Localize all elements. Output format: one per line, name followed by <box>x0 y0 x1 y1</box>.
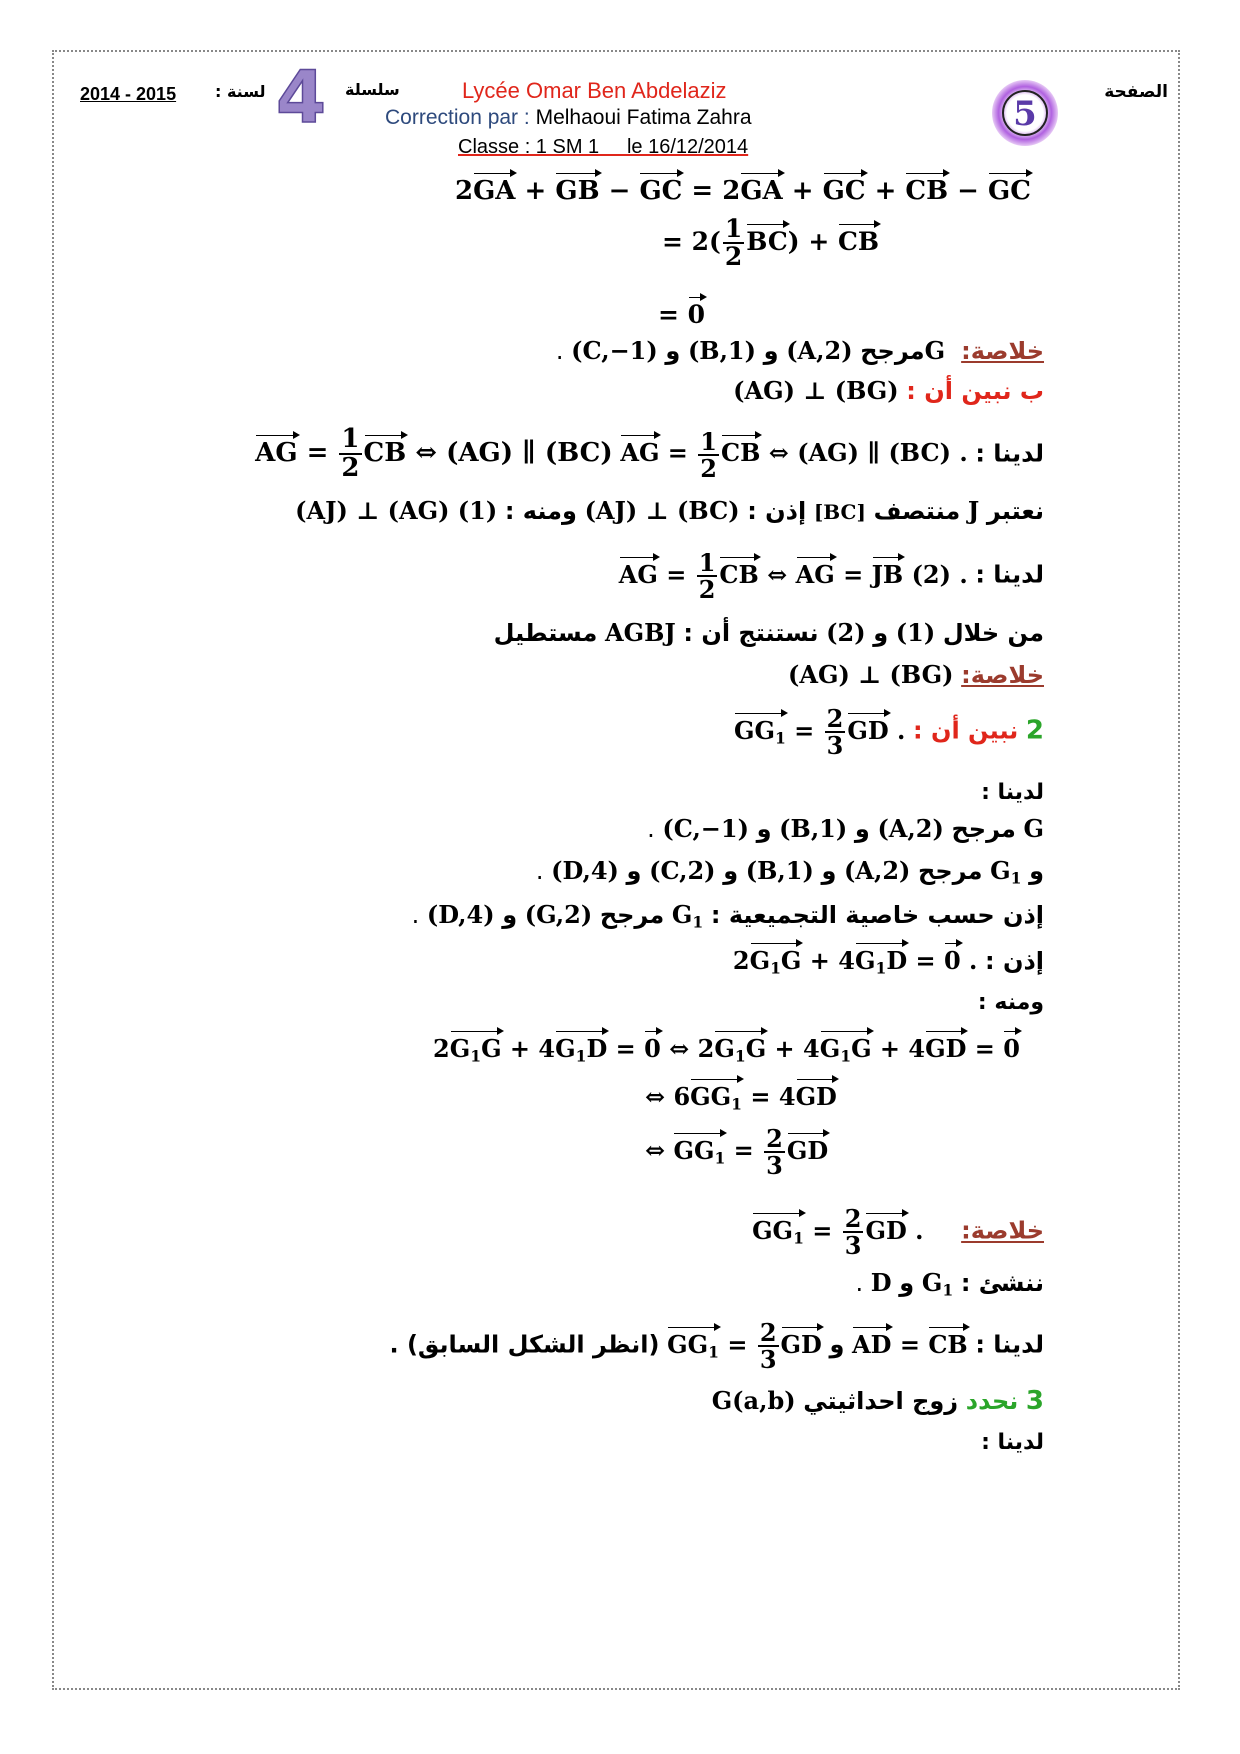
hence-label: ومنه : <box>977 990 1044 1015</box>
conclusion-3: خلاصة: $GG_1$ = $\frac{2}{3}$ GD . <box>752 1204 1044 1261</box>
school-year: 2014 - 2015 <box>80 84 177 104</box>
we-have-label-2: لدينا : <box>981 1430 1044 1455</box>
equation-6: ⇔ $GG_1$ = $\frac{2}{3}$ GD <box>645 1124 829 1181</box>
part-b-statement: ب نبين أن : (AG) ⊥ (BG) <box>733 376 1044 405</box>
series-label: سلسلة <box>345 80 400 99</box>
line-deduce-rectangle: من خلال (1) و (2) نستنتج أن : AGBJ مستطيل <box>493 618 1044 647</box>
svg-text:4: 4 <box>275 58 327 132</box>
correction-line <box>385 106 752 130</box>
equation-2: = 2( $\frac{1}{2}$ BC) + CB <box>662 214 879 272</box>
line-we-have-2: لدينا : AG = $\frac{1}{2}$ CB ⇔ AG = JB (2) . <box>618 548 1044 605</box>
see-figure-line: لدينا : AD = CB و $GG_1$ = $\frac{2}{3}$ GD (انظر الشكل السابق) . <box>389 1318 1044 1375</box>
therefore-line: إذن : $2G_1G + 4G_1D = 0$ . <box>733 942 1044 978</box>
equation-1: 2GA + GB − GC = 2GA + GC + CB − GC <box>455 172 1031 206</box>
equation-4: $2G_1G + 4G_1D = 0$ ⇔ $2G_1G + 4G_1G + 4GD = 0$ <box>433 1030 1020 1066</box>
question-3: 3 نحدد زوج احداثيتي G(a,b) <box>711 1386 1044 1416</box>
statement-G: G مرجح (A,2) و (B,1) و (C,−1) . <box>647 814 1044 843</box>
correction-label: Correction par : <box>385 106 530 129</box>
line-we-have-1: لدينا : AG = $\frac{1}{2}$ CB ⇔ (AG) ∥ (BC) . AG = $\frac{1}{2}$ CB ⇔ (AG) ∥ (BC) <box>255 424 1044 484</box>
statement-G1: و $G_1$ مرجح (A,2) و (B,1) و (C,2) و (D,4) . <box>535 856 1044 888</box>
page-number-badge <box>990 78 1060 148</box>
associativity-line: إذن حسب خاصية التجميعية : $G_1$ مرجح (G,2) و (D,4) . <box>411 900 1044 932</box>
svg-text:5: 5 <box>1013 94 1037 134</box>
class-line: Classe : 1 SM 1 le 16/12/2014 <box>458 136 749 158</box>
series-number-badge <box>270 58 332 132</box>
page-label: الصفحة <box>1104 82 1168 102</box>
conclusion-2: خلاصة: (AG) ⊥ (BG) <box>787 660 1044 689</box>
construct-line: ننشئ : $G_1$ و D . <box>855 1268 1044 1300</box>
line-consider-J: نعتبر J منتصف [BC] إذن : (AJ) ⊥ (BC) ومنه : (AJ) ⊥ (AG) (1) <box>295 496 1044 525</box>
we-have-label: لدينا : <box>981 780 1044 805</box>
equation-5: ⇔ $6GG_1 = 4GD$ <box>645 1078 837 1114</box>
correction-name: Melhaoui Fatima Zahra <box>535 106 752 129</box>
question-2: 2 نبين أن : $GG_1$ = $\frac{2}{3}$ GD . <box>733 704 1044 761</box>
year-label: لسنة : <box>215 82 266 101</box>
equation-3: = 0 <box>658 296 705 329</box>
conclusion-1: خلاصة: G مرجح (A,2) و (B,1) و (C,−1) . <box>555 336 1044 365</box>
school-name: Lycée Omar Ben Abdelaziz <box>462 78 727 103</box>
